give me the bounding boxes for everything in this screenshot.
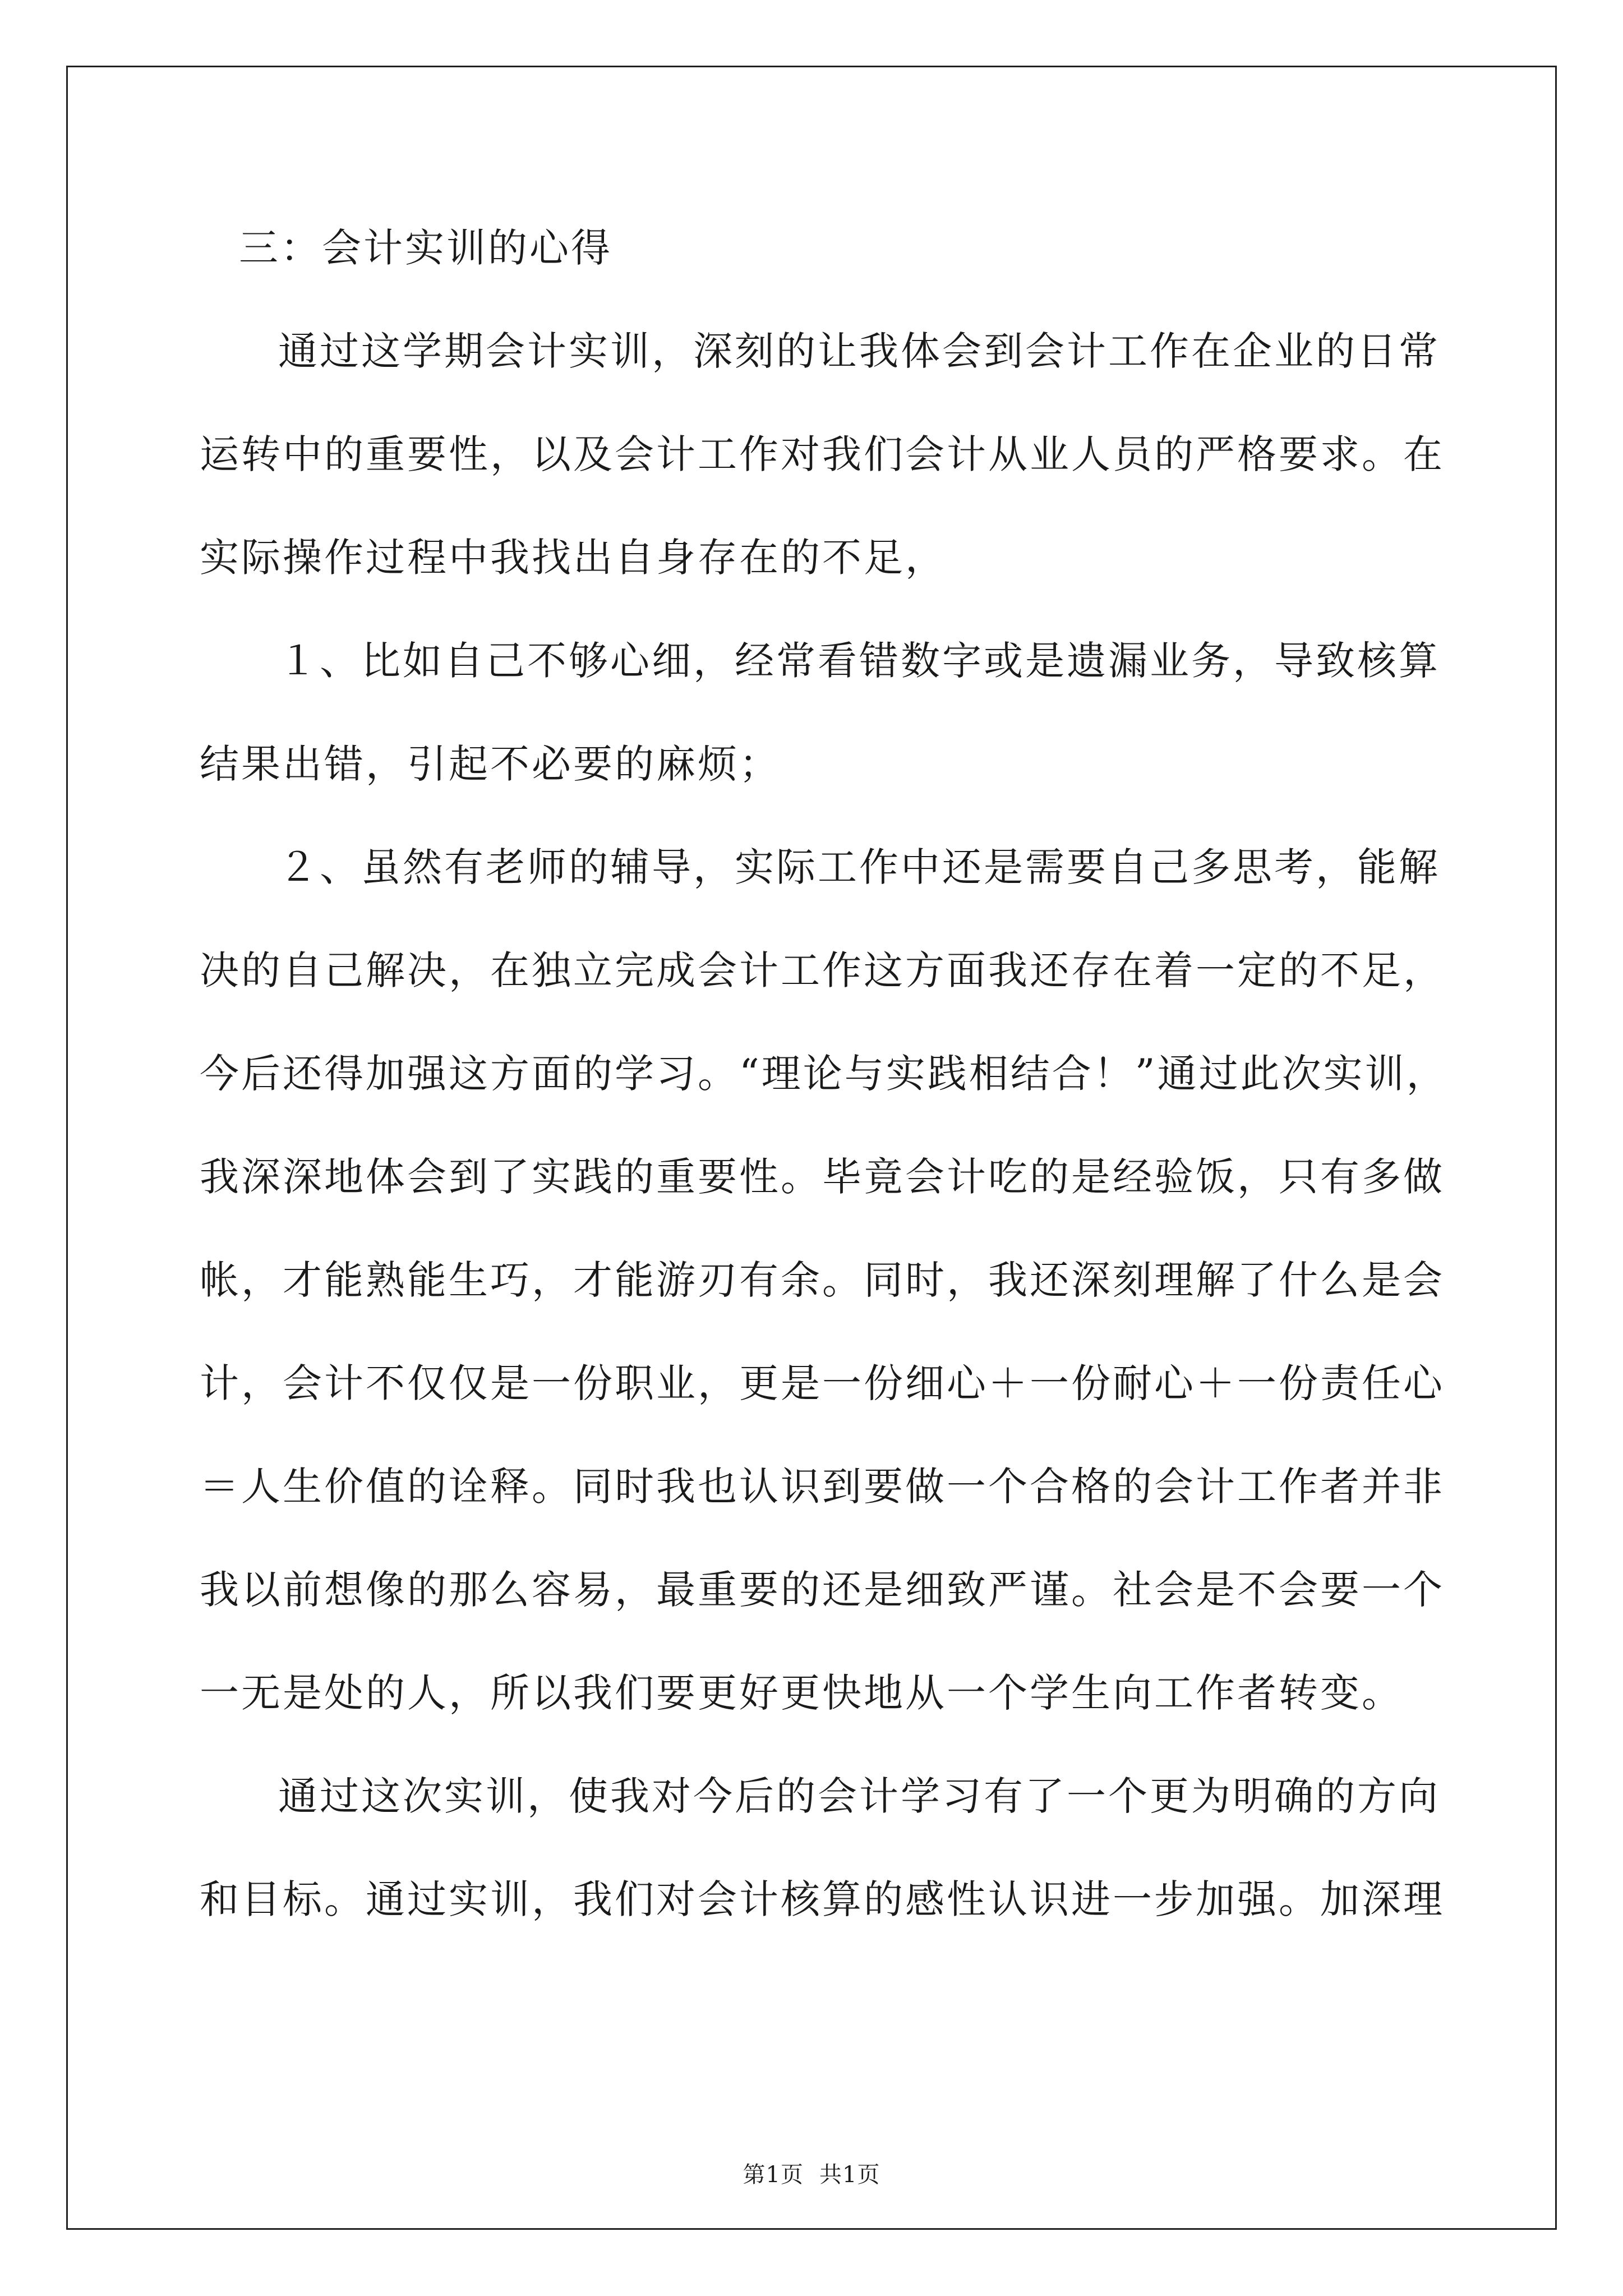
- paragraph-line: １、比如自己不够心细，经常看错数字或是遗漏业务，导致核算: [278, 638, 1440, 684]
- paragraph-line: 今后还得加强这方面的学习。“理论与实践相结合！”通过此次实训，: [200, 1051, 1448, 1097]
- paragraph-line: 运转中的重要性，以及会计工作对我们会计从业人员的严格要求。在: [200, 431, 1445, 477]
- paragraph-line: 决的自己解决，在独立完成会计工作这方面我还存在着一定的不足，: [200, 947, 1445, 993]
- paragraph-line: 结果出错，引起不必要的麻烦；: [200, 741, 781, 787]
- paragraph-line: 一无是处的人，所以我们要更好更快地从一个学生向工作者转变。: [200, 1670, 1403, 1716]
- paragraph-line: 计，会计不仅仅是一份职业，更是一份细心＋一份耐心＋一份责任心: [200, 1360, 1445, 1406]
- paragraph-line: 通过这学期会计实训，深刻的让我体会到会计工作在企业的日常: [278, 328, 1440, 374]
- total-pages: 共1页: [819, 2162, 880, 2188]
- paragraph-line: 帐，才能熟能生巧，才能游刃有余。同时，我还深刻理解了什么是会: [200, 1257, 1445, 1303]
- page-number: 第1页: [743, 2162, 804, 2188]
- paragraph-line: ＝人生价值的诠释。同时我也认识到要做一个合格的会计工作者并非: [200, 1464, 1445, 1510]
- paragraph-line: 和目标。通过实训，我们对会计核算的感性认识进一步加强。加深理: [200, 1876, 1445, 1922]
- paragraph-line: 我深深地体会到了实践的重要性。毕竟会计吃的是经验饭，只有多做: [200, 1154, 1445, 1200]
- section-heading: 三：会计实训的心得: [239, 225, 612, 271]
- document-body: [200, 196, 1448, 1951]
- paragraph-line: 我以前想像的那么容易，最重要的还是细致严谨。社会是不会要一个: [200, 1567, 1445, 1613]
- paragraph-4: [200, 1745, 1445, 1951]
- paragraph-2: [200, 609, 1440, 816]
- paragraph-1: [200, 300, 1445, 609]
- page-footer: [0, 2157, 1623, 2189]
- paragraph-line: ２、虽然有老师的辅导，实际工作中还是需要自己多思考，能解: [278, 844, 1440, 890]
- paragraph-line: 实际操作过程中我找出自身存在的不足，: [200, 535, 947, 581]
- paragraph-line: 通过这次实训，使我对今后的会计学习有了一个更为明确的方向: [278, 1773, 1440, 1819]
- paragraph-3: [200, 816, 1448, 1745]
